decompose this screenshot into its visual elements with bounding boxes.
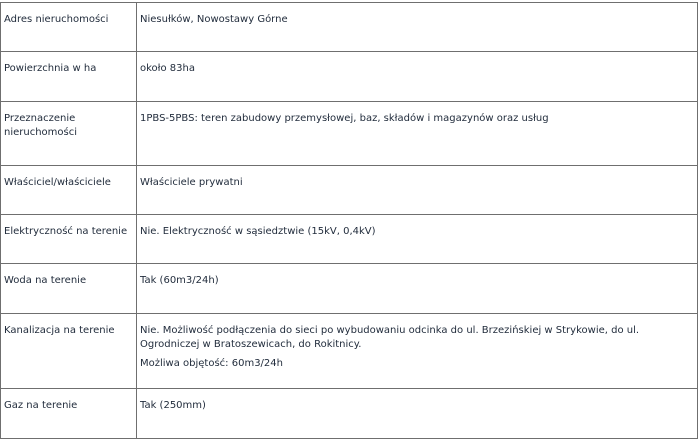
row-value-water: Tak (60m3/24h): [137, 264, 698, 314]
row-value-address: Niesułków, Nowostawy Górne: [137, 3, 698, 52]
row-value-purpose: 1PBS-5PBS: teren zabudowy przemysłowej, baz, składów i magazynów oraz usług: [137, 102, 698, 166]
row-value-sewage: Nie. Możliwość podłączenia do sieci po wybudowaniu odcinka do ul. Brzezińskiej w Strykowie, do ul. Ogrodniczej w Bratoszewicach, do Rokitnicy. Możliwa objętość: 60m3/24h: [137, 314, 698, 389]
row-label-purpose: Przeznaczenie nieruchomości: [1, 102, 137, 166]
row-label-owner: Właściciel/właściciele: [1, 166, 137, 215]
table-row: [1, 3, 698, 52]
table-row: [1, 52, 698, 102]
table-row: [1, 264, 698, 314]
row-value-gas: Tak (250mm): [137, 389, 698, 439]
property-details-table: [0, 2, 698, 439]
row-label-address: Adres nieruchomości: [1, 3, 137, 52]
table-row: [1, 166, 698, 215]
row-value-owner: Właściciele prywatni: [137, 166, 698, 215]
table-row: [1, 215, 698, 264]
table-row: [1, 102, 698, 166]
table-row: [1, 389, 698, 439]
row-label-sewage: Kanalizacja na terenie: [1, 314, 137, 389]
table-row: [1, 314, 698, 389]
row-label-gas: Gaz na terenie: [1, 389, 137, 439]
row-label-water: Woda na terenie: [1, 264, 137, 314]
row-value-area: około 83ha: [137, 52, 698, 102]
sewage-volume-text: Możliwa objętość: 60m3/24h: [140, 358, 283, 369]
row-value-electricity: Nie. Elektryczność w sąsiedztwie (15kV, 0,4kV): [137, 215, 698, 264]
row-label-electricity: Elektryczność na terenie: [1, 215, 137, 264]
row-label-area: Powierzchnia w ha: [1, 52, 137, 102]
